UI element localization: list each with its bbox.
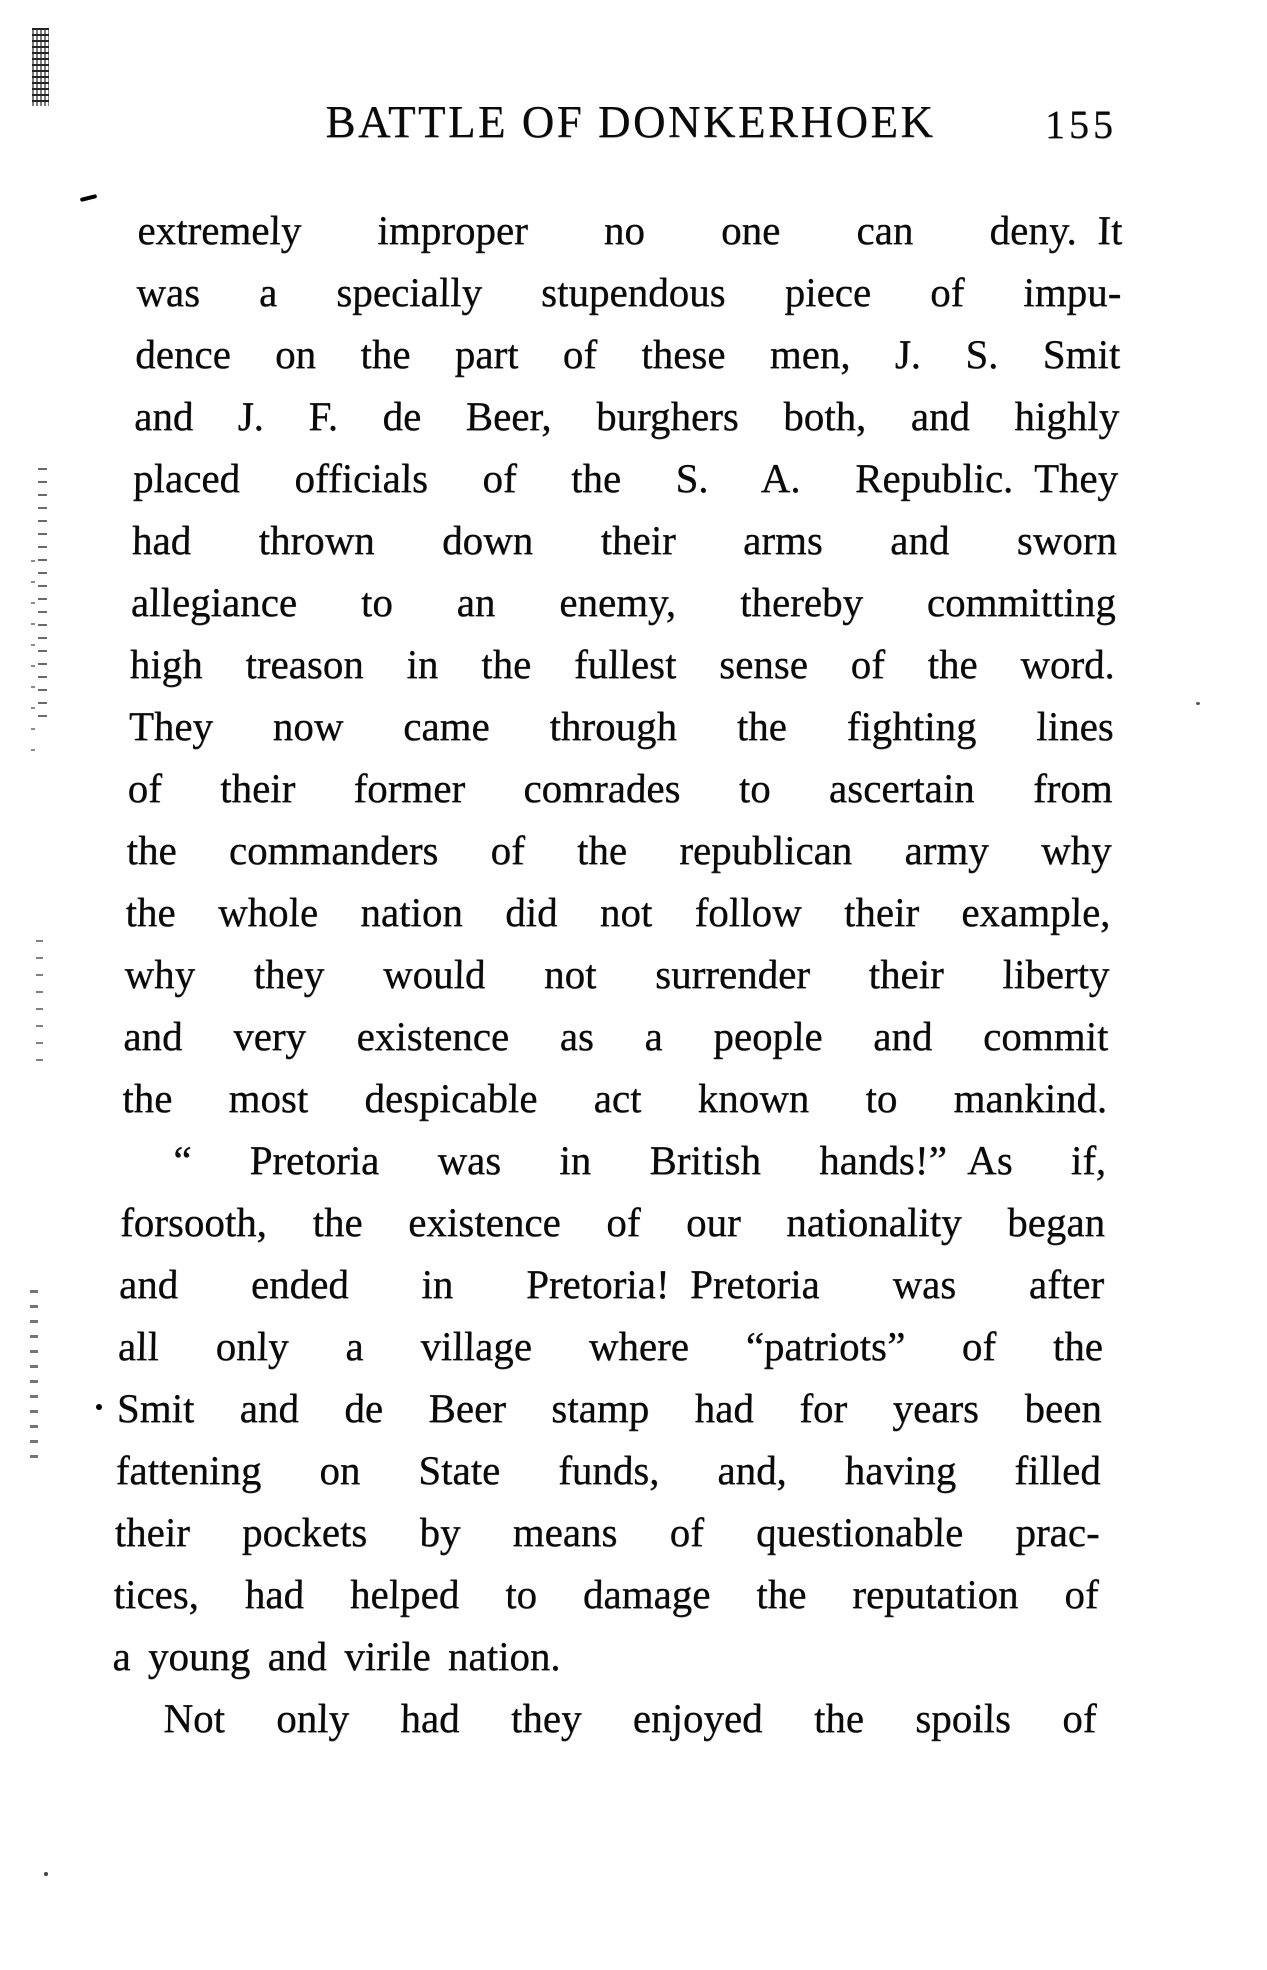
scan-artifact bbox=[44, 1872, 48, 1876]
text-line: tices, had helped to damage the reputation of bbox=[113, 1571, 1100, 1617]
text-line: high treason in the fullest sense of the word. bbox=[129, 641, 1116, 687]
text-line: was a specially stupendous piece of impu- bbox=[135, 269, 1122, 315]
text-line: allegiance to an enemy, thereby committing bbox=[130, 579, 1117, 625]
text-line: their pockets by means of questionable prac- bbox=[114, 1509, 1101, 1555]
text-line: and ended in Pretoria! Pretoria was after bbox=[118, 1261, 1105, 1307]
text-line: a young and virile nation. bbox=[112, 1633, 562, 1679]
text-line: why they would not surrender their liberty bbox=[124, 951, 1110, 997]
text-line: Smit and de Beer stamp had for years been bbox=[116, 1385, 1103, 1431]
scan-artifact bbox=[80, 194, 97, 202]
page-number: 155 bbox=[1045, 102, 1117, 147]
text-line: all only a village where “patriots” of the bbox=[117, 1323, 1104, 1369]
text-line: They now came through the fighting lines bbox=[128, 703, 1115, 749]
scan-artifact bbox=[38, 468, 47, 723]
scan-artifact bbox=[32, 28, 49, 106]
text-line: Not only had they enjoyed the spoils of bbox=[163, 1695, 1097, 1741]
page-title: BATTLE OF DONKERHOEK bbox=[325, 97, 936, 147]
text-line: fattening on State funds, and, having filled bbox=[115, 1447, 1102, 1493]
text-line: extremely improper no one can deny. It bbox=[137, 207, 1123, 253]
text-line: dence on the part of these men, J. S. Smit bbox=[134, 331, 1121, 377]
text-line: of their former comrades to ascertain from bbox=[127, 765, 1114, 811]
text-line: the commanders of the republican army why bbox=[126, 827, 1113, 873]
text-line: forsooth, the existence of our nationality began bbox=[119, 1199, 1106, 1245]
text-line: and J. F. de Beer, burghers both, and highly bbox=[133, 393, 1120, 439]
scan-artifact bbox=[96, 1404, 102, 1410]
text-line: “ Pretoria was in British hands!” As if, bbox=[172, 1137, 1107, 1183]
text-line: the most despicable act known to mankind. bbox=[121, 1075, 1108, 1121]
scan-artifact bbox=[1196, 702, 1200, 705]
text-line: the whole nation did not follow their example, bbox=[125, 889, 1111, 935]
scan-artifact bbox=[36, 940, 43, 1070]
scan-artifact bbox=[31, 560, 35, 770]
page-text bbox=[111, 199, 1123, 1749]
scan-artifact bbox=[30, 1290, 38, 1465]
text-line: and very existence as a people and commit bbox=[122, 1013, 1109, 1059]
text-line: had thrown down their arms and sworn bbox=[131, 517, 1118, 563]
running-head bbox=[138, 96, 1123, 156]
text-line: placed officials of the S. A. Republic. They bbox=[132, 455, 1119, 501]
